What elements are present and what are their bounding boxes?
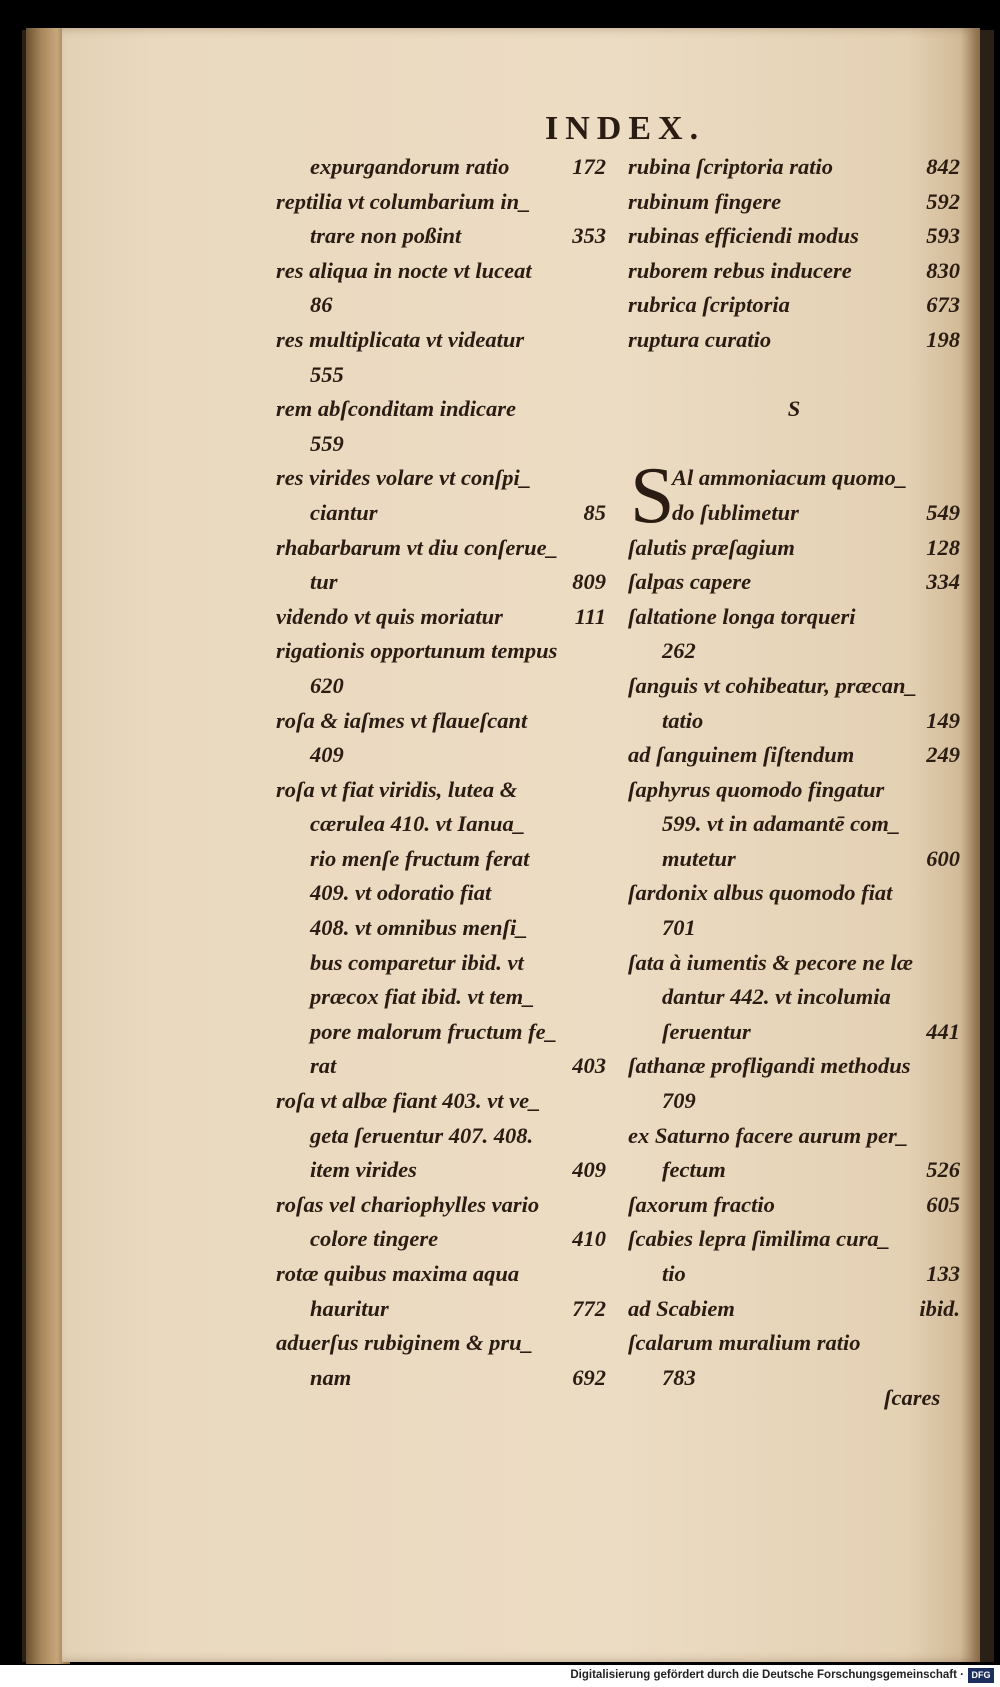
entry-text: rubinum fingere	[628, 188, 782, 214]
entry-page-number: 410	[572, 1226, 606, 1252]
index-entry-line	[276, 1084, 606, 1119]
entry-text: rhabarbarum vt diu conſerue_	[276, 534, 558, 560]
index-entry-line	[628, 1049, 960, 1084]
index-entry-line	[628, 669, 960, 704]
entry-page-number	[600, 1257, 606, 1292]
index-entry-line	[628, 704, 960, 739]
index-entry-line	[628, 634, 960, 669]
entry-page-number: 600	[926, 845, 960, 871]
index-entry-line	[276, 288, 606, 323]
entry-text: tatio	[662, 707, 704, 733]
entry-text: rubrica ſcriptoria	[628, 292, 790, 318]
entry-text: 409. vt odoratio fiat	[310, 880, 492, 906]
entry-text: nam	[310, 1364, 352, 1390]
entry-text: rem abſconditam indicare	[276, 396, 516, 422]
index-entry-line	[276, 531, 606, 566]
entry-text: rotæ quibus maxima aqua	[276, 1261, 520, 1286]
entry-page-number	[600, 807, 606, 842]
entry-text: ſcabies lepra ſimilima cura_	[628, 1226, 890, 1252]
index-column-right	[628, 150, 960, 1395]
entry-page-number: 593	[926, 223, 960, 249]
entry-text: ſathanæ profligandi methodus	[628, 1053, 911, 1079]
index-entry-line	[628, 1292, 960, 1327]
index-entry-line	[276, 911, 606, 946]
index-column-left	[276, 150, 606, 1395]
entry-text: tur	[310, 569, 338, 595]
index-entry-line	[276, 1188, 606, 1223]
entry-page-number	[954, 1222, 960, 1257]
index-entry-line	[276, 496, 606, 531]
index-entry-line	[276, 1361, 606, 1396]
entry-text: roſa & iaſmes vt flaueſcant	[276, 707, 528, 733]
entry-text: rubinas efficiendi modus	[628, 223, 859, 249]
index-entry-line	[276, 1119, 606, 1154]
index-entry-line	[628, 150, 960, 185]
entry-page-number	[600, 1326, 606, 1361]
entry-text: item virides	[310, 1157, 417, 1183]
entry-text: res multiplicata vt videatur	[276, 326, 525, 352]
entry-page-number: 172	[572, 154, 606, 179]
entry-page-number: 149	[926, 707, 960, 733]
index-entry-line	[276, 461, 606, 496]
entry-text: cærulea 410. vt Ianua_	[310, 811, 526, 837]
drop-cap-letter: S	[630, 452, 675, 541]
entry-page-number: 549	[926, 499, 960, 525]
index-entry-line	[276, 219, 606, 254]
index-entry-line	[628, 911, 960, 946]
entry-page-number: 772	[572, 1295, 606, 1321]
entry-page-number	[600, 911, 606, 946]
entry-page-number	[954, 980, 960, 1015]
index-entry-line	[276, 634, 606, 669]
index-entry-line	[276, 392, 606, 427]
entry-page-number: 133	[926, 1261, 960, 1286]
entry-text: bus comparetur ibid. vt	[310, 949, 524, 975]
entry-text: rat	[310, 1053, 337, 1079]
entry-text: geta ſeruentur 407. 408.	[310, 1122, 534, 1148]
index-entry-line	[628, 219, 960, 254]
index-entry-line	[276, 427, 606, 462]
entry-text: 555	[310, 361, 344, 387]
index-entry-line	[276, 704, 606, 739]
entry-page-number	[954, 600, 960, 635]
index-entry-line	[628, 1015, 960, 1050]
index-entry-line	[276, 323, 606, 358]
entry-page-number	[600, 842, 606, 877]
entry-page-number	[954, 461, 960, 496]
index-entry-line	[628, 565, 960, 600]
entry-page-number: 842	[926, 154, 960, 179]
entry-text: ciantur	[310, 499, 378, 525]
index-entry-line	[628, 773, 960, 808]
section-letter: S	[787, 396, 801, 422]
index-entry-line	[276, 565, 606, 600]
index-entry-line	[276, 807, 606, 842]
entry-page-number	[600, 980, 606, 1015]
entry-text: reptilia vt columbarium in_	[276, 188, 531, 214]
entry-text: trare non poßint	[310, 223, 462, 249]
entry-text: ſardonix albus quomodo fiat	[628, 880, 893, 906]
entry-page-number: 673	[926, 292, 960, 318]
entry-page-number	[600, 1188, 606, 1223]
entry-page-number	[954, 669, 960, 704]
entry-text: res virides volare vt conſpi_	[276, 465, 531, 491]
entry-page-number	[600, 704, 606, 739]
index-entry-line	[628, 288, 960, 323]
index-entry-line	[628, 1222, 960, 1257]
entry-page-number: 128	[926, 534, 960, 560]
entry-text: ruborem rebus inducere	[628, 257, 852, 283]
entry-page-number	[600, 946, 606, 981]
entry-page-number	[954, 1084, 960, 1119]
entry-page-number: ibid.	[919, 1295, 960, 1321]
index-entry-line	[628, 842, 960, 877]
entry-text: ad Scabiem	[628, 1295, 735, 1321]
entry-text: ſeruentur	[662, 1018, 751, 1044]
entry-text: ſalutis præſagium	[628, 534, 795, 560]
page-title: INDEX.	[545, 110, 706, 147]
entry-text: 783	[662, 1364, 696, 1390]
entry-text: ſata à iumentis & pecore ne læ	[628, 949, 913, 975]
entry-page-number: 198	[926, 326, 960, 352]
entry-page-number: 85	[583, 499, 606, 525]
entry-text: mutetur	[662, 845, 736, 871]
entry-page-number: 353	[572, 223, 606, 249]
index-entry-line	[276, 1292, 606, 1327]
entry-page-number	[954, 876, 960, 911]
index-entry-line	[628, 1153, 960, 1188]
index-entry-line	[628, 807, 960, 842]
entry-text: præcox fiat ibid. vt tem_	[310, 984, 535, 1010]
entry-page-number: 526	[926, 1157, 960, 1183]
index-entry-line	[628, 1326, 960, 1361]
index-entry-line	[628, 600, 960, 635]
entry-text: do ſublimetur	[672, 499, 799, 525]
index-entry-line	[276, 254, 606, 289]
index-entry-line	[276, 669, 606, 704]
entry-page-number	[600, 531, 606, 566]
index-entry-line	[628, 531, 960, 566]
entry-page-number: 605	[926, 1191, 960, 1217]
index-entry-line	[276, 980, 606, 1015]
index-entry-line	[276, 876, 606, 911]
entry-text: ſcalarum muralium ratio	[628, 1330, 861, 1356]
entry-text: 559	[310, 430, 344, 456]
entry-text: pore malorum fructum fe_	[310, 1018, 557, 1044]
entry-text: 86	[310, 292, 333, 318]
entry-page-number	[600, 1119, 606, 1154]
index-entry-line	[628, 185, 960, 220]
entry-text: 709	[662, 1088, 696, 1114]
entry-page-number	[954, 634, 960, 669]
entry-text: roſa vt fiat viridis, lutea &	[276, 776, 518, 802]
entry-text: rio menſe fructum ferat	[310, 845, 530, 871]
entry-page-number: 403	[572, 1053, 606, 1079]
entry-text: fectum	[662, 1157, 726, 1183]
index-entry-line	[628, 1257, 960, 1292]
entry-text: Al ammoniacum quomo_	[672, 465, 908, 491]
entry-page-number	[600, 876, 606, 911]
entry-page-number	[954, 1361, 960, 1396]
entry-page-number	[954, 1326, 960, 1361]
entry-text: ad ſanguinem ſiſtendum	[628, 742, 855, 768]
entry-page-number	[954, 1119, 960, 1154]
entry-page-number	[600, 254, 606, 289]
index-entry-line	[276, 842, 606, 877]
index-entry-line	[628, 946, 960, 981]
digitization-footer	[0, 1665, 1000, 1687]
entry-text: aduerſus rubiginem & pru_	[276, 1330, 533, 1356]
index-entry-line	[276, 773, 606, 808]
entry-page-number	[600, 461, 606, 496]
entry-page-number	[954, 807, 960, 842]
index-entry-line	[628, 876, 960, 911]
entry-page-number	[954, 946, 960, 981]
entry-text: rigationis opportunum tempus	[276, 638, 558, 664]
entry-text: roſas vel chariophylles vario	[276, 1191, 540, 1217]
entry-page-number	[954, 773, 960, 808]
entry-text: ſalpas capere	[628, 569, 752, 595]
footer-credit: Digitalisierung gefördert durch die Deutsche Forschungsgemeinschaft ·	[570, 1669, 964, 1681]
entry-text: 599. vt in adamantē com_	[662, 811, 901, 837]
entry-page-number: 249	[926, 742, 960, 768]
entry-text: dantur 442. vt incolumia	[662, 984, 891, 1010]
entry-text: 620	[310, 672, 344, 698]
index-entry-line	[628, 1084, 960, 1119]
index-entry-line	[628, 254, 960, 289]
entry-page-number	[600, 773, 606, 808]
index-entry-line	[276, 150, 606, 185]
index-entry-line	[276, 358, 606, 393]
index-entry-line	[276, 1257, 606, 1292]
entry-text: ſanguis vt cohibeatur, præcan_	[628, 672, 917, 698]
entry-page-number	[954, 911, 960, 946]
index-entry-line	[276, 1326, 606, 1361]
blank-line	[628, 427, 960, 462]
entry-page-number: 111	[574, 603, 606, 629]
index-entry-line	[276, 1015, 606, 1050]
index-entry-line	[628, 323, 960, 358]
entry-page-number	[600, 738, 606, 773]
entry-text: 409	[310, 742, 344, 768]
page-gutter-shadow	[960, 28, 980, 1662]
index-entry-line	[628, 738, 960, 773]
index-entry-line	[628, 496, 960, 531]
entry-text: ex Saturno facere aurum per_	[628, 1122, 909, 1148]
entry-text: tio	[662, 1261, 686, 1286]
index-entry-line	[628, 980, 960, 1015]
entry-text: hauritur	[310, 1295, 389, 1321]
entry-text: videndo vt quis moriatur	[276, 603, 503, 629]
entry-page-number: 809	[572, 569, 606, 595]
index-entry-line	[628, 1188, 960, 1223]
index-entry-line	[628, 1119, 960, 1154]
entry-page-number	[600, 1015, 606, 1050]
dfg-logo: DFG	[968, 1668, 994, 1683]
entry-page-number	[954, 1049, 960, 1084]
entry-text: res aliqua in nocte vt luceat	[276, 257, 532, 283]
entry-page-number	[600, 185, 606, 220]
index-entry-line	[276, 185, 606, 220]
entry-page-number	[600, 634, 606, 669]
entry-page-number	[600, 358, 606, 393]
entry-page-number	[600, 323, 606, 358]
entry-page-number: 692	[572, 1364, 606, 1390]
entry-text: roſa vt albæ fiant 403. vt ve_	[276, 1088, 541, 1114]
entry-text: ſaphyrus quomodo fingatur	[628, 776, 885, 802]
entry-text: expurgandorum ratio	[310, 154, 510, 179]
index-entry-line	[276, 946, 606, 981]
entry-page-number	[600, 288, 606, 323]
entry-text: rubina ſcriptoria ratio	[628, 154, 834, 179]
entry-page-number	[600, 1084, 606, 1119]
index-entry-line	[276, 600, 606, 635]
index-entry-line	[276, 1049, 606, 1084]
entry-text: colore tingere	[310, 1226, 439, 1252]
entry-page-number: 441	[926, 1018, 960, 1044]
entry-page-number: 334	[926, 569, 960, 595]
entry-text: ſaltatione longa torqueri	[628, 603, 856, 629]
index-entry-line	[276, 1222, 606, 1257]
entry-page-number	[600, 427, 606, 462]
entry-page-number: 409	[572, 1157, 606, 1183]
entry-text: 408. vt omnibus menſi_	[310, 915, 528, 941]
entry-text: 701	[662, 915, 696, 941]
entry-text: ruptura curatio	[628, 326, 772, 352]
entry-text: ſaxorum fractio	[628, 1191, 775, 1217]
entry-page-number	[600, 392, 606, 427]
index-entry-line	[276, 738, 606, 773]
entry-text: 262	[662, 638, 696, 664]
entry-page-number: 592	[926, 188, 960, 214]
index-entry-line	[276, 1153, 606, 1188]
entry-page-number	[600, 669, 606, 704]
entry-page-number: 830	[926, 257, 960, 283]
catchword: ſcares	[884, 1385, 941, 1410]
blank-line	[628, 358, 960, 393]
